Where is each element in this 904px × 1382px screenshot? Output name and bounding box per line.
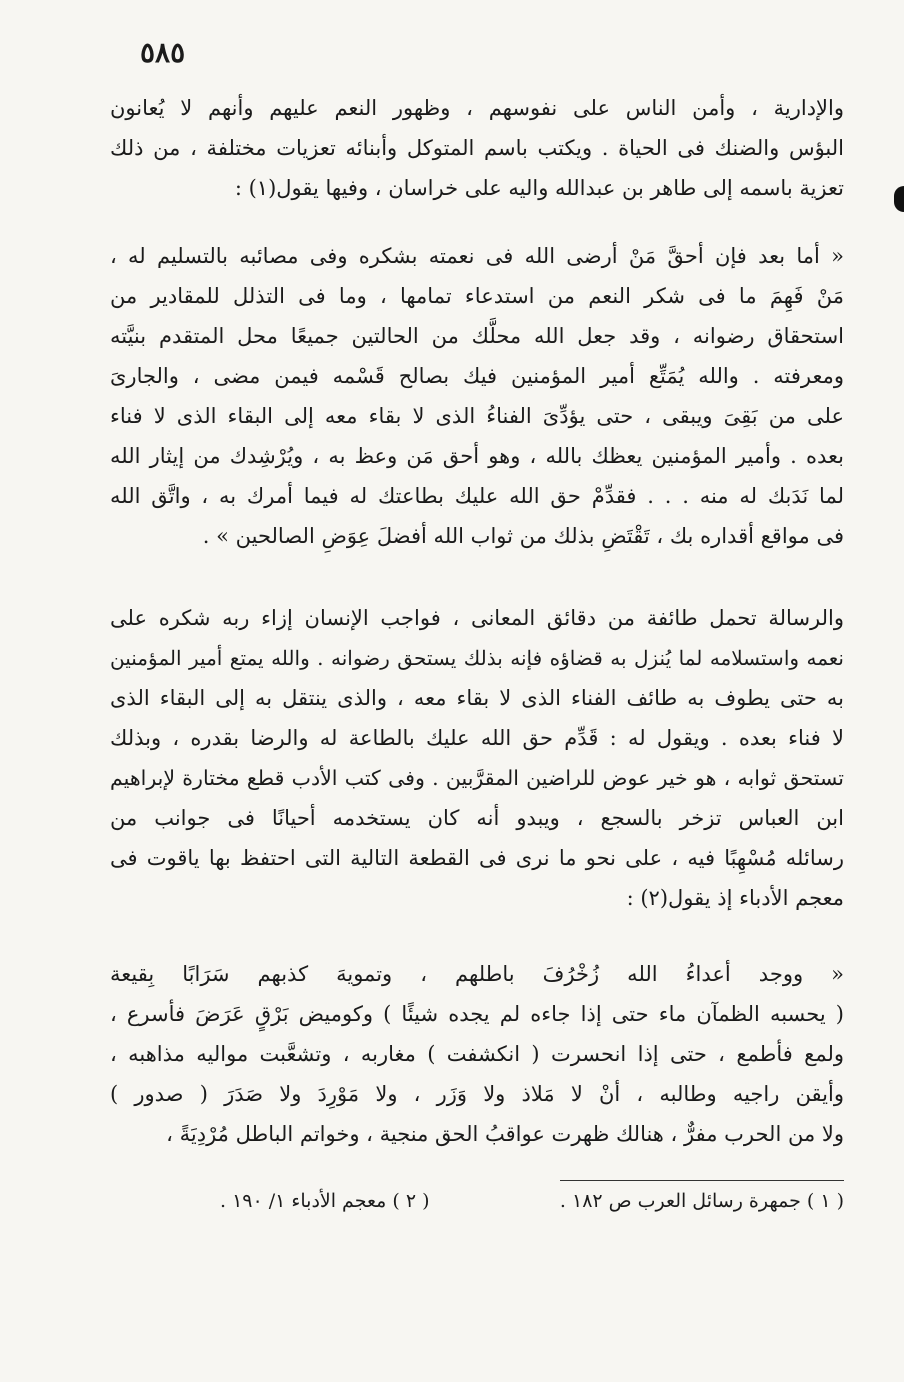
text-line: « ووجد أعداءُ الله زُخْرُفَ باطلهم ، وتمويهَ كذبهم سَرَابًا بِقيعة — [110, 962, 844, 986]
quoted-letter — [110, 236, 844, 556]
text-line: به حتى يطوف به طائف الفناء الذى لا بقاء معه ، والذى ينتقل به إلى البقاء الذى — [110, 686, 844, 710]
text-line: رسائله مُسْهِبًا فيه ، على نحو ما نرى فى القطعة التالية التى احتفظ بها ياقوت فى — [110, 846, 844, 870]
footnote-2: ( ٢ ) معجم الأدباء ١/ ١٩٠ . — [220, 1190, 430, 1212]
text-line: مَنْ فَهِمَ ما فى شكر النعم من استدعاء تمامها ، وما فى التذلل للمقادير من — [110, 284, 844, 308]
text-line: البؤس والضنك فى الحياة . ويكتب باسم المتوكل وأبنائه تعزيات مختلفة ، من ذلك — [110, 136, 844, 160]
text-line: بعده . وأمير المؤمنين يعظك بالله ، وهو أحق مَن وعظ به ، ويُرْشِدك من إيثار الله — [110, 444, 844, 468]
text-line: ولمع فأطمع ، حتى إذا انحسرت ( انكشفت ) مغاربه ، وتشعَّبت مواليه مذاهبه ، — [110, 1042, 844, 1066]
text-line: نعمه واستسلامه لما يُنزل به قضاؤه فإنه بذلك يستحق رضوانه . والله يمتع أمير المؤمنين — [110, 646, 844, 670]
text-line: على من بَقِىَ ويبقى ، حتى يؤدِّىَ الفناءُ الذى لا بقاء معه إلى البقاء الذى لا فناء — [110, 404, 844, 428]
footnote-1: ( ١ ) جمهرة رسائل العرب ص ١٨٢ . — [559, 1190, 844, 1212]
text-line: معجم الأدباء إذ يقول(٢) : — [626, 886, 844, 910]
page-number: ٥٨٥ — [140, 36, 186, 69]
text-line: لا فناء بعده . ويقول له : قَدِّم حق الله عليك بالطاعة له والرضا بقدره ، وبذلك — [110, 726, 844, 750]
text-line: ومعرفته . والله يُمَتِّع أمير المؤمنين فيك بصالح قَسْمه فيمن مضى ، والجارىَ — [110, 364, 844, 388]
text-line: تعزية باسمه إلى طاهر بن عبدالله واليه على خراسان ، وفيها يقول(١) : — [234, 176, 844, 200]
text-line: والرسالة تحمل طائفة من دقائق المعانى ، فواجب الإنسان إزاء ربه شكره على — [110, 606, 844, 630]
text-line: لما نَدَبك له منه . . . فقدِّمْ حق الله عليك بطاعتك له فيما أمرك به ، واتَّق الله — [110, 484, 844, 508]
page-edge-mark — [894, 186, 904, 212]
paragraph-commentary — [110, 598, 844, 918]
text-line: تستحق ثوابه ، هو خير عوض للراضين المقرَّبين . وفى كتب الأدب قطع مختارة لإبراهيم — [110, 766, 844, 790]
text-line: فى مواقع أقداره بك ، تَقْتَضِ بذلك من ثواب الله أفضلَ عِوَضِ الصالحين » . — [202, 524, 844, 548]
text-line: وأيقن راجيه وطالبه ، أنْ لا مَلاذ ولا وَزَر ، ولا مَوْرِدَ ولا صَدَرَ ( صدور ) — [110, 1082, 844, 1106]
paragraph-intro — [110, 88, 844, 208]
text-line: ابن العباس تزخر بالسجع ، ويبدو أنه كان يستخدمه أحيانًا فى جوانب من — [110, 806, 844, 830]
footnote-divider — [560, 1180, 844, 1181]
text-line: « أما بعد فإن أحقَّ مَنْ أرضى الله فى نعمته بشكره وفى مصائبه بالتسليم له ، — [110, 244, 844, 268]
quoted-passage — [110, 954, 844, 1154]
text-line: ولا من الحرب مفرٌّ ، هنالك ظهرت عواقبُ الحق منجية ، وخواتم الباطل مُرْدِيَةً ، — [166, 1122, 844, 1146]
text-line: استحقاق رضوانه ، وقد جعل الله محلَّك من الحالتين جميعًا محل المتقدم بنيَّته — [110, 324, 844, 348]
footnotes — [220, 1190, 844, 1212]
text-line: والإدارية ، وأمن الناس على نفوسهم ، وظهور النعم عليهم وأنهم لا يُعانون — [110, 96, 844, 120]
text-line: ( يحسبه الظمآن ماء حتى إذا جاءه لم يجده شيئًا ) وكوميض بَرْقٍ عَرَضَ فأسرع ، — [110, 1002, 844, 1026]
